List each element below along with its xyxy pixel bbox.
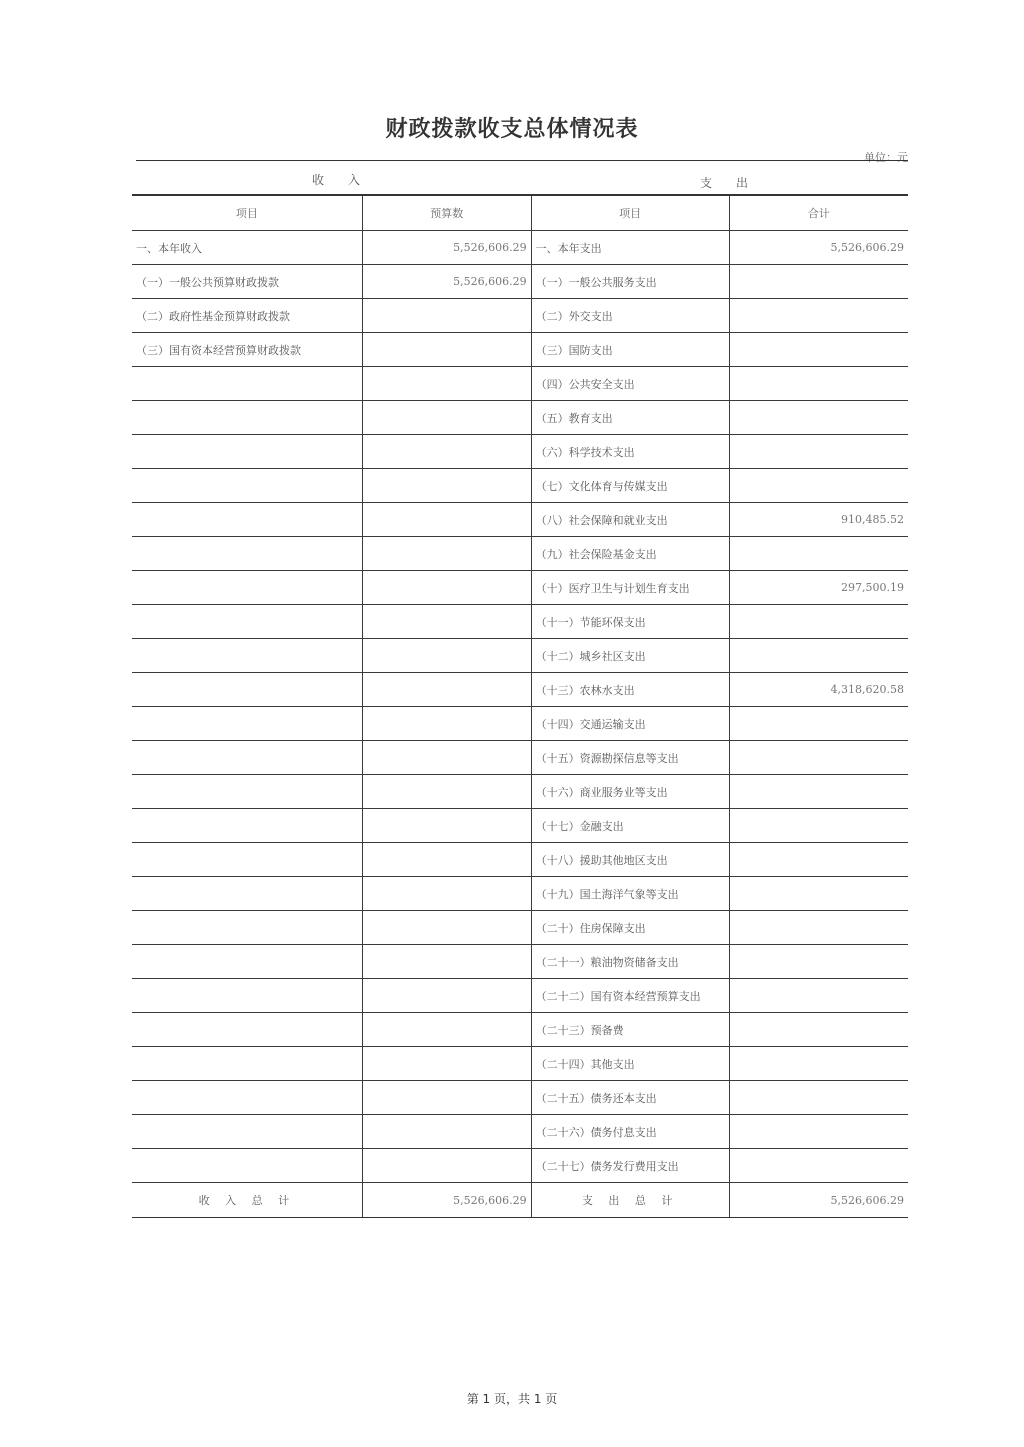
- table-row: [132, 639, 908, 673]
- income-budget-cell: [362, 333, 531, 367]
- expense-total-cell: [729, 1047, 908, 1081]
- expense-item-cell: （三）国防支出: [531, 333, 729, 367]
- table-row: [132, 1013, 908, 1047]
- page-title: 财政拨款收支总体情况表: [385, 117, 639, 142]
- income-item-cell: [132, 537, 362, 571]
- income-item-cell: [132, 503, 362, 537]
- income-item-cell: [132, 809, 362, 843]
- expense-total-cell: [729, 809, 908, 843]
- expense-item-cell: （二十四）其他支出: [531, 1047, 729, 1081]
- expense-total-cell: [729, 401, 908, 435]
- income-budget-cell: [362, 1013, 531, 1047]
- income-budget-cell: [362, 775, 531, 809]
- table-row: [132, 843, 908, 877]
- table-body: [132, 231, 908, 1218]
- table-row: [132, 401, 908, 435]
- income-item-cell: [132, 741, 362, 775]
- expense-item-cell: （二十一）粮油物资储备支出: [531, 945, 729, 979]
- income-item-cell: [132, 1149, 362, 1183]
- income-item-cell: [132, 945, 362, 979]
- income-section-title: 收 入: [312, 173, 361, 187]
- expense-item-cell: （十四）交通运输支出: [531, 707, 729, 741]
- table-row: [132, 741, 908, 775]
- top-rule: [136, 160, 908, 161]
- expense-total-cell: [729, 605, 908, 639]
- table-row: [132, 469, 908, 503]
- expense-item-cell: 一、本年支出: [531, 231, 729, 265]
- income-budget-cell: [362, 979, 531, 1013]
- expense-total-cell: [729, 775, 908, 809]
- expense-total-cell: [729, 707, 908, 741]
- income-item-cell: （二）政府性基金预算财政拨款: [132, 299, 362, 333]
- expense-total-cell: [729, 265, 908, 299]
- income-item-cell: [132, 401, 362, 435]
- table-row: [132, 333, 908, 367]
- income-budget-cell: [362, 809, 531, 843]
- table-row: [132, 707, 908, 741]
- expense-total-cell: [729, 1115, 908, 1149]
- income-item-cell: [132, 605, 362, 639]
- expense-item-header: 项目: [531, 195, 729, 231]
- page-footer: 第 1 页，共 1 页: [466, 1392, 558, 1406]
- expense-total-cell: 4,318,620.58: [729, 673, 908, 707]
- table-row: [132, 503, 908, 537]
- income-budget-header: 预算数: [362, 195, 531, 231]
- income-item-cell: [132, 877, 362, 911]
- expense-item-cell: （十）医疗卫生与计划生育支出: [531, 571, 729, 605]
- expense-total-cell: [729, 979, 908, 1013]
- income-item-cell: [132, 469, 362, 503]
- expense-item-cell: （十一）节能环保支出: [531, 605, 729, 639]
- expense-total-cell: [729, 639, 908, 673]
- expense-total-cell: [729, 877, 908, 911]
- income-budget-cell: [362, 1081, 531, 1115]
- table-row: [132, 979, 908, 1013]
- income-item-cell: [132, 775, 362, 809]
- expense-item-cell: （二十五）债务还本支出: [531, 1081, 729, 1115]
- income-budget-cell: [362, 299, 531, 333]
- income-budget-cell: [362, 401, 531, 435]
- income-item-cell: [132, 843, 362, 877]
- income-budget-cell: [362, 605, 531, 639]
- income-budget-cell: [362, 707, 531, 741]
- expense-item-cell: （九）社会保险基金支出: [531, 537, 729, 571]
- expense-total-cell: [729, 435, 908, 469]
- income-total-value: 5,526,606.29: [362, 1183, 531, 1218]
- expense-total-cell: [729, 537, 908, 571]
- income-item-cell: [132, 673, 362, 707]
- income-item-cell: （一）一般公共预算财政拨款: [132, 265, 362, 299]
- expense-total-cell: [729, 333, 908, 367]
- expense-total-cell: [729, 367, 908, 401]
- expense-total-cell: [729, 911, 908, 945]
- table-row: [132, 265, 908, 299]
- income-item-cell: [132, 1115, 362, 1149]
- income-budget-cell: [362, 741, 531, 775]
- table-row: [132, 231, 908, 265]
- expense-item-cell: （十七）金融支出: [531, 809, 729, 843]
- expense-total-cell: [729, 1013, 908, 1047]
- table-row: [132, 435, 908, 469]
- income-budget-cell: [362, 571, 531, 605]
- expense-item-cell: （七）文化体育与传媒支出: [531, 469, 729, 503]
- income-budget-cell: [362, 911, 531, 945]
- expense-item-cell: （十五）资源勘探信息等支出: [531, 741, 729, 775]
- income-item-cell: [132, 911, 362, 945]
- table-row: [132, 1149, 908, 1183]
- income-item-cell: [132, 367, 362, 401]
- income-item-cell: [132, 707, 362, 741]
- unit-label: 单位：元: [864, 151, 908, 164]
- income-item-cell: [132, 639, 362, 673]
- table-row: [132, 299, 908, 333]
- table-row: [132, 571, 908, 605]
- expense-total-cell: [729, 1081, 908, 1115]
- expense-item-cell: （十六）商业服务业等支出: [531, 775, 729, 809]
- income-item-cell: [132, 979, 362, 1013]
- income-item-header: 项目: [132, 195, 362, 231]
- table-row: [132, 605, 908, 639]
- expense-total-cell: [729, 299, 908, 333]
- income-budget-cell: 5,526,606.29: [362, 265, 531, 299]
- expense-item-cell: （二）外交支出: [531, 299, 729, 333]
- table-row: [132, 877, 908, 911]
- income-budget-cell: [362, 367, 531, 401]
- expense-total-cell: 910,485.52: [729, 503, 908, 537]
- income-budget-cell: [362, 945, 531, 979]
- expense-total-cell: [729, 945, 908, 979]
- table-header-row: [132, 195, 908, 231]
- income-budget-cell: [362, 469, 531, 503]
- income-budget-cell: [362, 1115, 531, 1149]
- table-row: [132, 673, 908, 707]
- expense-total-header: 合计: [729, 195, 908, 231]
- expense-total-cell: [729, 741, 908, 775]
- expense-item-cell: （二十六）债务付息支出: [531, 1115, 729, 1149]
- income-item-cell: [132, 1013, 362, 1047]
- table-row: [132, 367, 908, 401]
- expense-item-cell: （四）公共安全支出: [531, 367, 729, 401]
- expense-item-cell: （十九）国土海洋气象等支出: [531, 877, 729, 911]
- income-total-label: 收 入 总 计: [132, 1183, 362, 1218]
- expense-item-cell: （五）教育支出: [531, 401, 729, 435]
- expense-item-cell: （二十二）国有资本经营预算支出: [531, 979, 729, 1013]
- income-budget-cell: [362, 1149, 531, 1183]
- expense-total-value: 5,526,606.29: [729, 1183, 908, 1218]
- income-budget-cell: [362, 639, 531, 673]
- income-budget-cell: 5,526,606.29: [362, 231, 531, 265]
- income-budget-cell: [362, 673, 531, 707]
- table-row: [132, 537, 908, 571]
- table-row: [132, 911, 908, 945]
- income-budget-cell: [362, 435, 531, 469]
- expense-item-cell: （一）一般公共服务支出: [531, 265, 729, 299]
- expense-total-label: 支 出 总 计: [531, 1183, 729, 1218]
- total-row: [132, 1183, 908, 1218]
- income-budget-cell: [362, 503, 531, 537]
- income-item-cell: [132, 1047, 362, 1081]
- expense-total-cell: [729, 843, 908, 877]
- income-budget-cell: [362, 843, 531, 877]
- table-row: [132, 775, 908, 809]
- expense-total-cell: [729, 1149, 908, 1183]
- expense-item-cell: （二十七）债务发行费用支出: [531, 1149, 729, 1183]
- table-row: [132, 1047, 908, 1081]
- expense-item-cell: （十八）援助其他地区支出: [531, 843, 729, 877]
- expense-total-cell: [729, 469, 908, 503]
- table-row: [132, 809, 908, 843]
- income-item-cell: [132, 1081, 362, 1115]
- expense-section-title: 支 出: [700, 176, 749, 190]
- income-item-cell: 一、本年收入: [132, 231, 362, 265]
- expense-item-cell: （六）科学技术支出: [531, 435, 729, 469]
- income-item-cell: （三）国有资本经营预算财政拨款: [132, 333, 362, 367]
- table-row: [132, 1081, 908, 1115]
- income-item-cell: [132, 571, 362, 605]
- expense-item-cell: （十二）城乡社区支出: [531, 639, 729, 673]
- expense-item-cell: （十三）农林水支出: [531, 673, 729, 707]
- income-item-cell: [132, 435, 362, 469]
- table-row: [132, 1115, 908, 1149]
- table-row: [132, 945, 908, 979]
- expense-total-cell: 297,500.19: [729, 571, 908, 605]
- expense-item-cell: （二十三）预备费: [531, 1013, 729, 1047]
- income-budget-cell: [362, 537, 531, 571]
- expense-total-cell: 5,526,606.29: [729, 231, 908, 265]
- income-budget-cell: [362, 1047, 531, 1081]
- income-budget-cell: [362, 877, 531, 911]
- expense-item-cell: （八）社会保障和就业支出: [531, 503, 729, 537]
- expense-item-cell: （二十）住房保障支出: [531, 911, 729, 945]
- budget-table: [132, 194, 908, 1218]
